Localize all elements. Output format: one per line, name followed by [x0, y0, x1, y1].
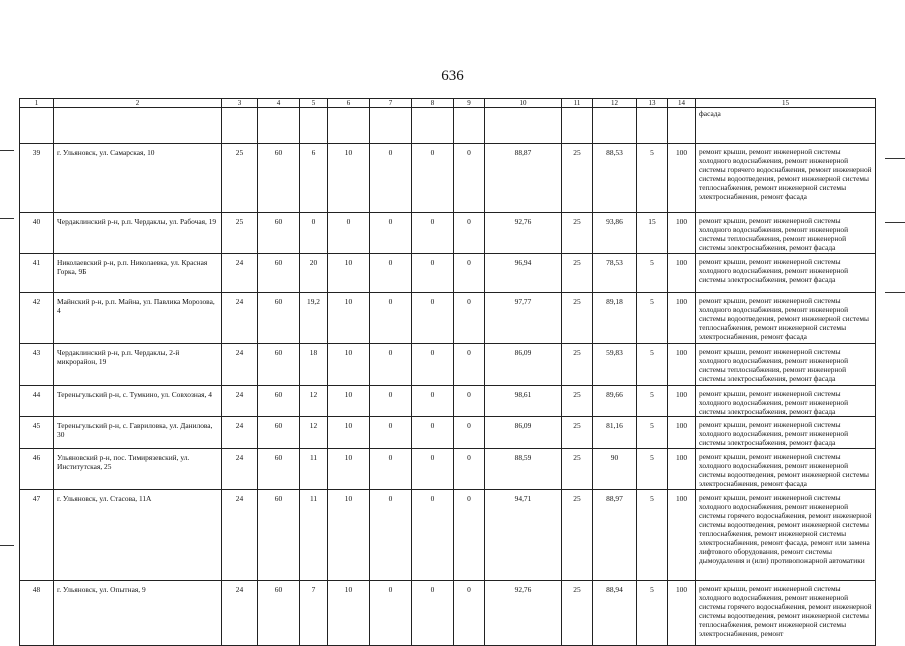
value-cell: 60	[258, 144, 300, 213]
value-cell: 100	[668, 293, 696, 344]
value-cell: 0	[454, 254, 485, 293]
value-cell: 25	[562, 581, 593, 646]
margin-mark	[0, 218, 14, 219]
value-cell: 24	[222, 490, 258, 581]
value-cell: 92,76	[485, 213, 562, 254]
value-cell: 10	[328, 144, 370, 213]
works-cell: ремонт крыши, ремонт инженерной системы холодного водоснабжения, ремонт инженерной системы горячего водоснабжения, ремонт инженерной системы водоотведения, ремонт инженерной системы теплоснабжения, ремонт инженерной системы электроснабжения, ремонт фасада	[696, 144, 876, 213]
value-cell: 0	[454, 581, 485, 646]
row-number-cell: 43	[20, 344, 54, 386]
value-cell: 5	[637, 449, 668, 490]
value-cell: 5	[637, 490, 668, 581]
value-cell: 11	[300, 490, 328, 581]
value-cell: 93,86	[593, 213, 637, 254]
value-cell: 0	[300, 213, 328, 254]
value-cell: 88,53	[593, 144, 637, 213]
value-cell: 60	[258, 490, 300, 581]
value-cell: 0	[454, 144, 485, 213]
value-cell: 59,83	[593, 344, 637, 386]
value-cell: 60	[258, 386, 300, 417]
value-cell: 0	[454, 417, 485, 449]
address-cell: г. Ульяновск, ул. Опытная, 9	[54, 581, 222, 646]
header-cell: 7	[370, 99, 412, 108]
value-cell: 5	[637, 581, 668, 646]
value-cell: 0	[412, 449, 454, 490]
header-cell: 8	[412, 99, 454, 108]
value-cell: 24	[222, 254, 258, 293]
value-cell: 10	[328, 490, 370, 581]
value-cell: 10	[328, 417, 370, 449]
value-cell: 0	[370, 386, 412, 417]
header-cell: 1	[20, 99, 54, 108]
works-cell: ремонт крыши, ремонт инженерной системы холодного водоснабжения, ремонт инженерной системы теплоснабжения, ремонт инженерной системы электроснабжения, ремонт фасада	[696, 344, 876, 386]
value-cell: 0	[370, 344, 412, 386]
address-cell: Тереньгульский р-н, с. Гавриловка, ул. Данилова, 30	[54, 417, 222, 449]
row-number-cell: 47	[20, 490, 54, 581]
value-cell: 60	[258, 581, 300, 646]
row-number-cell: 44	[20, 386, 54, 417]
continuation-row	[20, 108, 876, 144]
value-cell: 12	[300, 417, 328, 449]
row-number-cell: 39	[20, 144, 54, 213]
value-cell: 0	[370, 254, 412, 293]
value-cell: 88,94	[593, 581, 637, 646]
header-cell: 11	[562, 99, 593, 108]
value-cell: 92,76	[485, 581, 562, 646]
value-cell: 100	[668, 254, 696, 293]
value-cell: 60	[258, 293, 300, 344]
works-cell: ремонт крыши, ремонт инженерной системы холодного водоснабжения, ремонт инженерной системы электроснабжения, ремонт фасада	[696, 386, 876, 417]
table-row	[20, 490, 876, 581]
value-cell: 0	[412, 490, 454, 581]
header-cell: 13	[637, 99, 668, 108]
value-cell: 88,59	[485, 449, 562, 490]
value-cell: 88,97	[593, 490, 637, 581]
value-cell: 0	[412, 581, 454, 646]
works-cell: ремонт крыши, ремонт инженерной системы холодного водоснабжения, ремонт инженерной системы горячего водоснабжения, ремонт инженерной системы водоотведения, ремонт инженерной системы теплоснабжения, ремонт инженерной системы электроснабжения, ремонт фасада, ремонт или замена лифтового оборудования, ремонт системы дымоудаления и (или) противопожарной автоматики	[696, 490, 876, 581]
header-cell: 6	[328, 99, 370, 108]
value-cell: 25	[562, 213, 593, 254]
value-cell: 86,09	[485, 344, 562, 386]
value-cell: 0	[454, 386, 485, 417]
value-cell: 24	[222, 344, 258, 386]
value-cell: 78,53	[593, 254, 637, 293]
header-cell: 10	[485, 99, 562, 108]
value-cell: 100	[668, 417, 696, 449]
value-cell: 10	[328, 344, 370, 386]
value-cell: 0	[454, 293, 485, 344]
value-cell: 0	[412, 386, 454, 417]
value-cell: 81,16	[593, 417, 637, 449]
value-cell: 5	[637, 144, 668, 213]
value-cell: 25	[562, 254, 593, 293]
value-cell: 10	[328, 293, 370, 344]
value-cell: 0	[412, 254, 454, 293]
row-number-cell: 41	[20, 254, 54, 293]
value-cell: 25	[562, 344, 593, 386]
value-cell: 20	[300, 254, 328, 293]
value-cell: 25	[562, 417, 593, 449]
value-cell: 10	[328, 254, 370, 293]
value-cell: 100	[668, 213, 696, 254]
value-cell: 10	[328, 449, 370, 490]
row-number-cell: 48	[20, 581, 54, 646]
table-row	[20, 581, 876, 646]
value-cell: 88,87	[485, 144, 562, 213]
works-cell: ремонт крыши, ремонт инженерной системы холодного водоснабжения, ремонт инженерной системы водоотведения, ремонт инженерной системы теплоснабжения, ремонт инженерной системы электроснабжения, ремонт фасада	[696, 293, 876, 344]
header-cell: 4	[258, 99, 300, 108]
works-cell: ремонт крыши, ремонт инженерной системы холодного водоснабжения, ремонт инженерной системы водоотведения, ремонт инженерной системы электроснабжения, ремонт фасада	[696, 449, 876, 490]
value-cell: 5	[637, 386, 668, 417]
value-cell: 5	[637, 417, 668, 449]
value-cell: 5	[637, 344, 668, 386]
value-cell: 86,09	[485, 417, 562, 449]
address-cell: Чердаклинский р-н, р.п. Чердаклы, ул. Рабочая, 19	[54, 213, 222, 254]
value-cell: 25	[562, 293, 593, 344]
value-cell: 100	[668, 386, 696, 417]
table-row	[20, 213, 876, 254]
address-cell: Тереньгульский р-н, с. Тумкино, ул. Совхозная, 4	[54, 386, 222, 417]
header-cell: 9	[454, 99, 485, 108]
value-cell: 10	[328, 386, 370, 417]
value-cell: 7	[300, 581, 328, 646]
value-cell: 100	[668, 144, 696, 213]
value-cell: 0	[454, 490, 485, 581]
value-cell: 94,71	[485, 490, 562, 581]
value-cell: 100	[668, 449, 696, 490]
value-cell: 0	[370, 581, 412, 646]
value-cell: 60	[258, 254, 300, 293]
value-cell: 89,66	[593, 386, 637, 417]
value-cell: 96,94	[485, 254, 562, 293]
value-cell: 0	[412, 213, 454, 254]
value-cell: 10	[328, 581, 370, 646]
value-cell: 60	[258, 344, 300, 386]
value-cell: 25	[562, 490, 593, 581]
works-cell: ремонт крыши, ремонт инженерной системы холодного водоснабжения, ремонт инженерной системы электроснабжения, ремонт фасада	[696, 417, 876, 449]
value-cell: 19,2	[300, 293, 328, 344]
margin-mark	[885, 158, 905, 159]
value-cell: 100	[668, 581, 696, 646]
address-cell: Чердаклинский р-н, р.п. Чердаклы, 2-й микрорайон, 19	[54, 344, 222, 386]
table-row	[20, 254, 876, 293]
table-row	[20, 144, 876, 213]
value-cell: 0	[328, 213, 370, 254]
value-cell: 60	[258, 213, 300, 254]
address-cell: г. Ульяновск, ул. Стасова, 11А	[54, 490, 222, 581]
address-cell: Майнский р-н, р.п. Майна, ул. Павлика Морозова, 4	[54, 293, 222, 344]
value-cell: 0	[412, 344, 454, 386]
works-cell: фасада	[696, 108, 876, 144]
value-cell: 0	[370, 213, 412, 254]
value-cell: 0	[454, 213, 485, 254]
value-cell: 25	[222, 213, 258, 254]
value-cell: 12	[300, 386, 328, 417]
address-cell: Ульяновский р-н, пос. Тимирязевский, ул. Институтская, 25	[54, 449, 222, 490]
works-cell: ремонт крыши, ремонт инженерной системы холодного водоснабжения, ремонт инженерной системы электроснабжения, ремонт фасада	[696, 254, 876, 293]
table-row	[20, 293, 876, 344]
margin-mark	[885, 292, 905, 293]
table-row	[20, 386, 876, 417]
value-cell: 89,18	[593, 293, 637, 344]
value-cell: 98,61	[485, 386, 562, 417]
works-cell: ремонт крыши, ремонт инженерной системы холодного водоснабжения, ремонт инженерной системы горячего водоснабжения, ремонт инженерной системы водоотведения, ремонт инженерной системы теплоснабжения, ремонт инженерной системы электроснабжения, ремонт	[696, 581, 876, 646]
value-cell: 0	[412, 144, 454, 213]
table-row	[20, 449, 876, 490]
value-cell: 5	[637, 293, 668, 344]
value-cell: 0	[370, 144, 412, 213]
margin-mark	[0, 545, 14, 546]
repair-program-table	[19, 98, 876, 646]
header-cell: 14	[668, 99, 696, 108]
value-cell: 24	[222, 293, 258, 344]
value-cell: 90	[593, 449, 637, 490]
value-cell: 25	[222, 144, 258, 213]
value-cell: 0	[454, 344, 485, 386]
value-cell: 5	[637, 254, 668, 293]
value-cell: 18	[300, 344, 328, 386]
row-number-cell: 45	[20, 417, 54, 449]
header-cell: 12	[593, 99, 637, 108]
value-cell: 100	[668, 490, 696, 581]
table-row	[20, 417, 876, 449]
page-number: 636	[441, 68, 464, 84]
value-cell: 0	[370, 293, 412, 344]
value-cell: 25	[562, 449, 593, 490]
table-row	[20, 344, 876, 386]
value-cell: 0	[370, 449, 412, 490]
margin-mark	[885, 222, 905, 223]
header-cell: 3	[222, 99, 258, 108]
margin-mark	[0, 150, 14, 151]
header-cell: 2	[54, 99, 222, 108]
value-cell: 0	[454, 449, 485, 490]
value-cell: 25	[562, 386, 593, 417]
value-cell: 24	[222, 449, 258, 490]
value-cell: 6	[300, 144, 328, 213]
value-cell: 25	[562, 144, 593, 213]
value-cell: 60	[258, 417, 300, 449]
value-cell: 0	[370, 417, 412, 449]
value-cell: 0	[412, 293, 454, 344]
value-cell: 24	[222, 386, 258, 417]
value-cell: 100	[668, 344, 696, 386]
row-number-cell: 46	[20, 449, 54, 490]
works-cell: ремонт крыши, ремонт инженерной системы холодного водоснабжения, ремонт инженерной системы теплоснабжения, ремонт инженерной системы электроснабжения, ремонт фасада	[696, 213, 876, 254]
row-number-cell: 40	[20, 213, 54, 254]
row-number-cell: 42	[20, 293, 54, 344]
value-cell: 24	[222, 417, 258, 449]
column-number-row	[20, 99, 876, 108]
address-cell: г. Ульяновск, ул. Самарская, 10	[54, 144, 222, 213]
value-cell: 0	[412, 417, 454, 449]
value-cell: 15	[637, 213, 668, 254]
value-cell: 11	[300, 449, 328, 490]
address-cell: Николаевский р-н, р.п. Николаевка, ул. Красная Горка, 9Б	[54, 254, 222, 293]
header-cell: 15	[696, 99, 876, 108]
value-cell: 24	[222, 581, 258, 646]
header-cell: 5	[300, 99, 328, 108]
value-cell: 60	[258, 449, 300, 490]
value-cell: 97,77	[485, 293, 562, 344]
value-cell: 0	[370, 490, 412, 581]
